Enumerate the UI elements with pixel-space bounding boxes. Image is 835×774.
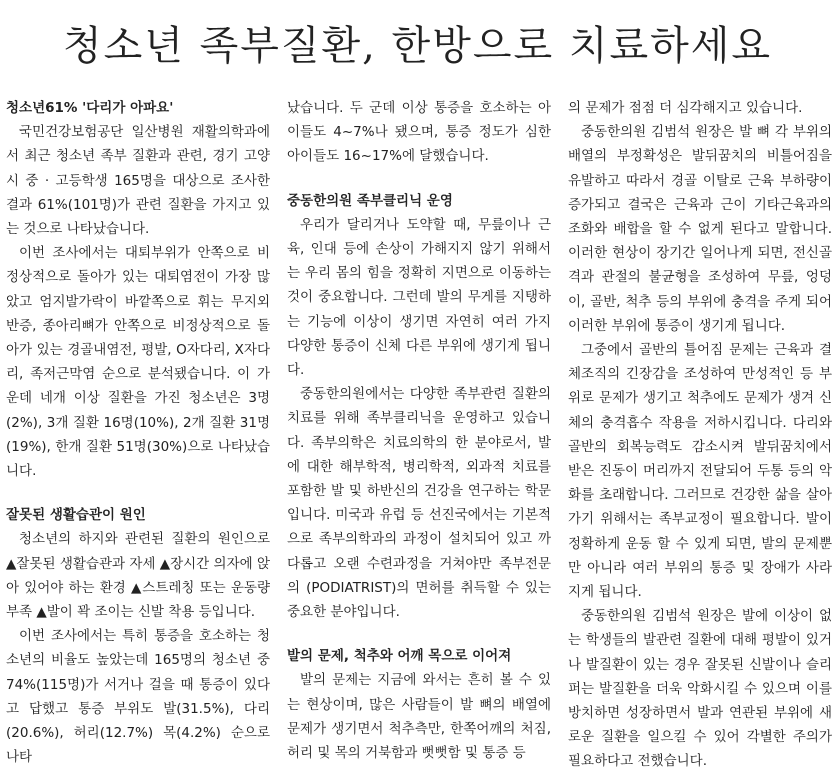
section-heading: 잘못된 생활습관이 원인 [6,507,146,524]
paragraph: 청소년의 하지와 관련된 질환의 원인으로 ▲잘못된 생활습관과 자세 ▲장시간 의자에 앉아 있어야 하는 환경 ▲스트레칭 또는 운동량 부족 ▲발이 꽉 조이는 신발 착용 등입니다. [6,531,270,621]
article-column-2 [287,96,551,765]
paragraph: 발의 문제는 지금에 와서는 흔히 볼 수 있는 현상이며, 많은 사람들이 발 뼈의 배열에 문제가 생기면서 척추측만, 한쪽어깨의 처짐, 허리 및 목의 거북함과 뻣뻣함 및 통증 등 [287,672,551,762]
paragraph: 중동한의원 김범석 원장은 발에 이상이 없는 학생들의 발관련 질환에 대해 평발이 있거나 발질환이 있는 경우 잘못된 신발이나 슬리퍼는 발질환을 더욱 악화시킬 수 있으며 이를 방치하면 성장하면서 발과 연관된 부위에 새로운 질환을 일으킬 수 있어 각별한 주의가 필요하다고 전했습니다. [568,608,832,770]
section-heading: 청소년61% '다리가 아파요' [6,100,174,116]
article-column-1 [6,96,270,769]
section-heading: 중동한의원 족부클리닉 운영 [287,192,453,209]
paragraph: 중동한의원 김범석 원장은 발 뼈 각 부위의 배열의 부정확성은 발뒤꿈치의 비틀어짐을 유발하고 따라서 경골 이탈로 근육 부하량이 증가되고 결국은 근육과 근이 기타근육과의 조화와 배합을 할 수 없게 된다고 말합니다. 이러한 현상이 장기간 일어나게 되면, 전신골격과 관절의 불균형을 조성하여 무릎, 엉덩이, 골반, 척추 등의 부위에 충격을 주게 되어 이러한 부위에 통증이 생기게 됩니다. [568,124,832,334]
paragraph: 이번 조사에서는 특히 통증을 호소하는 청소년의 비율도 높았는데 165명의 청소년 중 74%(115명)가 서거나 걸을 때 통증이 있다고 답했고 통증 부위도 발(31.5%), 다리(20.6%), 허리(12.7%) 목(4.2%) 순으로 나타 [6,628,270,766]
paragraph: 국민건강보험공단 일산병원 재활의학과에서 최근 청소년 족부 질환과 관련, 경기 고양시 중 · 고등학생 165명을 대상으로 조사한 결과 61%(101명)가 관련 질환을 가지고 있는 것으로 나타났습니다. [6,124,270,238]
paragraph: 났습니다. 두 군데 이상 통증을 호소하는 아이들도 4~7%나 됐으며, 통증 정도가 심한 아이들도 16~17%에 달했습니다. [287,100,551,165]
paragraph: 의 문제가 점점 더 심각해지고 있습니다. [568,100,803,116]
paragraph: 중동한의원에서는 다양한 족부관련 질환의 치료를 위해 족부클리닉을 운영하고 있습니다. 족부의학은 치료의학의 한 분야로서, 발에 대한 해부학적, 병리학적, 외과적 치료를 포함한 발 및 하반신의 건강을 연구하는 학문입니다. 미국과 유럽 등 선진국에서는 기본적으로 족부의학과의 과정이 설치되어 있고 까다롭고 오랜 수련과정을 거쳐야만 족부전문의 (PODIATRIST)의 면허를 취득할 수 있는 중요한 분야입니다. [287,386,551,621]
headline: 청소년 족부질환, 한방으로 치료하세요 [62,23,773,69]
paragraph: 그중에서 골반의 틀어짐 문제는 근육과 결체조직의 긴장감을 조성하여 만성적인 등 부위로 문제가 생기고 척추에도 문제가 생겨 신체의 충격흡수 작용을 저하시킵니다. 다리와 골반의 회복능력도 감소시켜 발뒤꿈치에서 받은 진동이 머리까지 전달되어 두통 등의 악화를 초래합니다. 그러므로 건강한 삶을 살아가기 위해서는 족부교정이 필요합니다. 발이 정확하게 운동 할 수 있게 되면, 발의 문제뿐만 아니라 여러 부위의 통증 및 장애가 사라지게 됩니다. [568,342,832,601]
paragraph: 우리가 달리거나 도약할 때, 무릎이나 근육, 인대 등에 손상이 가해지지 않기 위해서는 우리 몸의 힘을 정확히 지면으로 이동하는 것이 중요합니다. 그런데 발의 무게를 지탱하는 기능에 이상이 생기면 자연히 여러 가지 다양한 통증이 신체 다른 부위에 생기게 됩니다. [287,216,551,379]
paragraph: 이번 조사에서는 대퇴부위가 안쪽으로 비정상적으로 돌아가 있는 대퇴염전이 가장 많았고 엄지발가락이 바깥쪽으로 휘는 무지외반증, 종아리뼈가 안쪽으로 비정상적으로 돌아가 있는 경골내염전, 평발, O자다리, X자다리, 족저근막염 순으로 분석됐습니다. 이 가운데 네개 이상 질환을 가진 청소년은 3명(2%), 3개 질환 16명(10%), 2개 질환 31명(19%), 한개 질환 51명(30%)으로 나타났습니다. [6,245,270,480]
article-column-3 [568,96,832,774]
section-heading: 발의 문제, 척추와 어깨 목으로 이어져 [287,648,512,665]
